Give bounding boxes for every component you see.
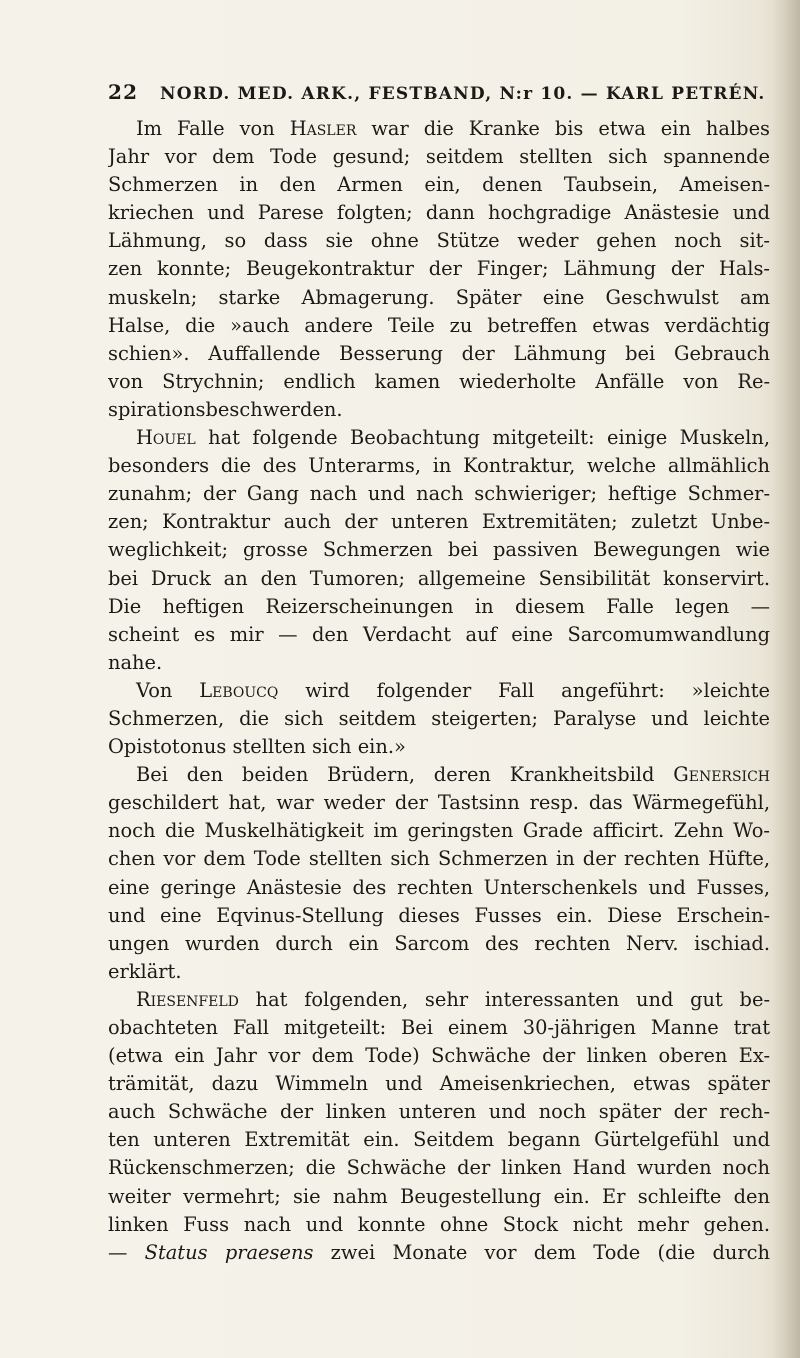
line-text: Schmerzen in den Armen ein, denen Taubsein, Ameisen- — [108, 173, 770, 197]
page-number: 22 — [108, 80, 139, 104]
line-text: obachteten Fall mitgeteilt: Bei einem 30-jährigen Manne trat — [108, 1016, 770, 1039]
text-line — [108, 845, 770, 873]
text-line — [108, 789, 770, 817]
text-line — [108, 621, 770, 649]
text-line — [108, 733, 770, 761]
line-text: Von — [136, 678, 200, 702]
text-line — [108, 227, 770, 255]
author-name: Riesenfeld — [136, 987, 239, 1011]
text-line — [108, 986, 770, 1014]
text-line — [108, 312, 770, 340]
page-binding-shadow — [772, 0, 800, 1358]
emphasis: Status praesens — [144, 1240, 314, 1264]
line-text: linken Fuss nach und konnte ohne Stock nicht mehr gehen. — [108, 1212, 770, 1236]
text-line — [108, 536, 770, 564]
line-text: noch die Muskelhätigkeit im geringsten Grade afficirt. Zehn Wo- — [108, 819, 770, 843]
text-line — [108, 593, 770, 621]
line-text: ten unteren Extremität ein. Seitdem begann Gürtelgefühl und — [108, 1128, 770, 1152]
author-name: Hasler — [289, 117, 357, 140]
text-line — [108, 1098, 770, 1126]
line-text: scheint es mir — den Verdacht auf eine Sarcomumwandlung — [108, 622, 770, 646]
text-line — [108, 340, 770, 368]
line-text: Jahr vor dem Tode gesund; seitdem stellten sich spannende — [108, 145, 770, 169]
line-text: von Strychnin; endlich kamen wiederholte Anfälle von Re- — [108, 369, 770, 393]
text-line — [108, 255, 770, 283]
line-text: ungen wurden durch ein Sarcom des rechten Nerv. ischiad. — [108, 931, 770, 955]
text-line — [108, 1211, 770, 1239]
line-text: Opistotonus stellten sich ein.» — [108, 735, 406, 759]
text-line — [108, 199, 770, 227]
line-text: Im Falle von — [136, 117, 290, 140]
text-line — [108, 958, 770, 986]
text-line — [108, 452, 770, 480]
line-text: nahe. — [108, 650, 163, 674]
line-text: Rückenschmerzen; die Schwäche der linken Hand wurden noch — [108, 1156, 770, 1180]
line-text: hat folgenden, sehr interessanten und gut be- — [238, 987, 770, 1011]
author-name: Leboucq — [199, 678, 279, 702]
author-name: Genersich — [673, 763, 770, 787]
line-text: Die heftigen Reizerscheinungen in diesem Falle legen — — [108, 594, 770, 618]
text-line — [108, 1042, 770, 1070]
text-line — [108, 1239, 770, 1267]
line-text: und eine Eqvinus-Stellung dieses Fusses ein. Diese Erschein- — [108, 903, 770, 927]
text-line — [108, 396, 770, 424]
text-line — [108, 874, 770, 902]
text-line — [108, 424, 770, 452]
line-text: Bei den beiden Brüdern, deren Krankheitsbild — [136, 763, 674, 787]
line-text: spirationsbeschwerden. — [108, 397, 343, 421]
running-header — [108, 80, 788, 110]
line-text: zen; Kontraktur auch der unteren Extremitäten; zuletzt Unbe- — [108, 510, 770, 534]
text-line — [108, 1014, 770, 1042]
text-line — [108, 930, 770, 958]
line-text: chen vor dem Tode stellten sich Schmerzen in der rechten Hüfte, — [108, 847, 770, 871]
line-text: wird folgender Fall angeführt: »leichte — [278, 678, 770, 702]
line-text: hat folgende Beobachtung mitgeteilt: einige Muskeln, — [195, 426, 770, 450]
line-text: schien». Auffallende Besserung der Lähmung bei Gebrauch — [108, 341, 770, 365]
line-text: war die Kranke bis etwa ein halbes — [356, 117, 770, 140]
line-text: kriechen und Parese folgten; dann hochgradige Anästesie und — [108, 201, 770, 225]
line-text: zwei Monate vor dem Tode (die durch — [313, 1240, 770, 1264]
author-name: Houel — [136, 426, 196, 450]
text-line — [108, 171, 770, 199]
line-text: (etwa ein Jahr vor dem Tode) Schwäche der linken oberen Ex- — [108, 1044, 770, 1068]
running-title: NORD. MED. ARK., FESTBAND, N:r 10. — KARL PETRÉN. — [160, 84, 766, 104]
line-text: erklärt. — [108, 959, 182, 983]
text-line — [108, 705, 770, 733]
text-line — [108, 368, 770, 396]
text-line — [108, 1183, 770, 1211]
line-text: weglichkeit; grosse Schmerzen bei passiven Bewegungen wie — [108, 538, 770, 562]
line-text: muskeln; starke Abmagerung. Später eine Geschwulst am — [108, 285, 770, 309]
text-line — [108, 480, 770, 508]
line-text: — — [108, 1240, 145, 1264]
text-line — [108, 565, 770, 593]
line-text: zen konnte; Beugekontraktur der Finger; Lähmung der Hals- — [108, 257, 770, 281]
text-line — [108, 761, 770, 789]
text-line — [108, 508, 770, 536]
line-text: eine geringe Anästesie des rechten Unterschenkels und Fusses, — [108, 875, 770, 899]
line-text: weiter vermehrt; sie nahm Beugestellung ein. Er schleifte den — [108, 1184, 770, 1208]
line-text: trämität, dazu Wimmeln und Ameisenkriechen, etwas später — [108, 1072, 770, 1096]
text-line — [108, 902, 770, 930]
line-text: Lähmung, so dass sie ohne Stütze weder gehen noch sit- — [108, 229, 770, 253]
line-text: Halse, die »auch andere Teile zu betreffen etwas verdächtig — [108, 313, 770, 337]
body-text — [108, 115, 770, 1267]
text-line — [108, 649, 770, 677]
text-line — [108, 1126, 770, 1154]
text-line — [108, 143, 770, 171]
text-line — [108, 1154, 770, 1182]
text-line — [108, 677, 770, 705]
text-line — [108, 817, 770, 845]
line-text: geschildert hat, war weder der Tastsinn resp. das Wärmegefühl, — [108, 791, 770, 815]
line-text: bei Druck an den Tumoren; allgemeine Sensibilität konservirt. — [108, 566, 770, 590]
text-line — [108, 115, 770, 143]
line-text: Schmerzen, die sich seitdem steigerten; Paralyse und leichte — [108, 706, 770, 730]
line-text: zunahm; der Gang nach und nach schwieriger; heftige Schmer- — [108, 482, 770, 506]
line-text: besonders die des Unterarms, in Kontraktur, welche allmählich — [108, 454, 770, 478]
text-line — [108, 1070, 770, 1098]
line-text: auch Schwäche der linken unteren und noch später der rech- — [108, 1100, 770, 1124]
text-line — [108, 284, 770, 312]
